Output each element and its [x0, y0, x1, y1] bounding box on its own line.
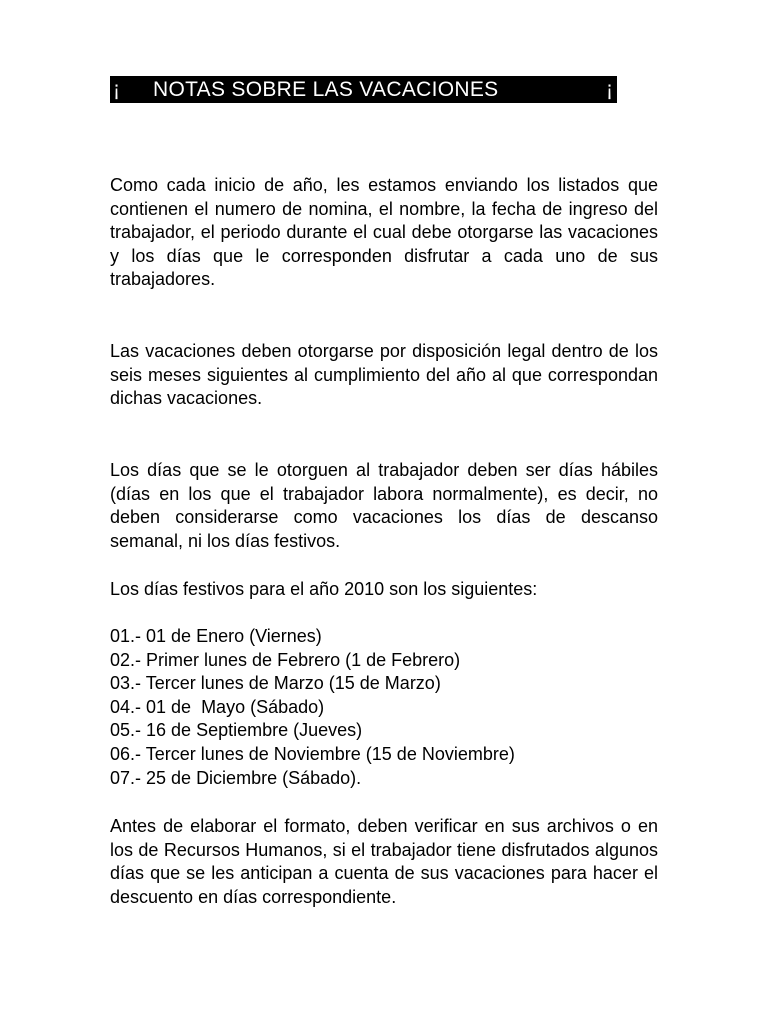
holiday-item: 01.- 01 de Enero (Viernes): [110, 626, 322, 646]
paragraph-festivos-intro: Los días festivos para el año 2010 son los siguientes:: [110, 579, 538, 599]
holiday-item: 05.- 16 de Septiembre (Jueves): [110, 720, 363, 741]
holiday-item: 03.- Tercer lunes de Marzo (15 de Marzo): [110, 673, 441, 694]
title-right-mark: ¡: [606, 78, 613, 101]
document-title: NOTAS SOBRE LAS VACACIONES: [153, 78, 499, 101]
holiday-list: [110, 625, 658, 790]
holiday-item: 04.- 01 de Mayo (Sábado): [110, 696, 325, 717]
holiday-item: 02.- Primer lunes de Febrero (1 de Febrero): [110, 649, 461, 670]
paragraph-dias-habiles: Los días que se le otorguen al trabajador deben ser días hábiles (días en los que el trabajador labora normalmente), es decir, no deben considerarse como vacaciones los días de descanso semanal, ni los días festivos.: [110, 460, 658, 551]
paragraph-plazo-legal: Las vacaciones deben otorgarse por disposición legal dentro de los seis meses siguientes al cumplimiento del año al que correspondan dichas vacaciones.: [110, 341, 658, 409]
document-title-bar: [110, 76, 617, 103]
paragraph-listados: Como cada inicio de año, les estamos enviando los listados que contienen el numero de nomina, el nombre, la fecha de ingreso del trabajador, el periodo durante el cual debe otorgarse las vacaciones y los días que le corresponden disfrutar a cada uno de sus trabajadores.: [110, 175, 658, 290]
title-left-mark: ¡: [113, 78, 120, 101]
paragraph-verificar-archivos: Antes de elaborar el formato, deben verificar en sus archivos o en los de Recursos Humanos, si el trabajador tiene disfrutados algunos días que se les anticipan a cuenta de sus vacaciones para hacer el descuento en días correspondiente.: [110, 816, 658, 907]
holiday-item: 07.- 25 de Diciembre (Sábado).: [110, 767, 362, 788]
holiday-item: 06.- Tercer lunes de Noviembre (15 de Noviembre): [110, 743, 515, 764]
